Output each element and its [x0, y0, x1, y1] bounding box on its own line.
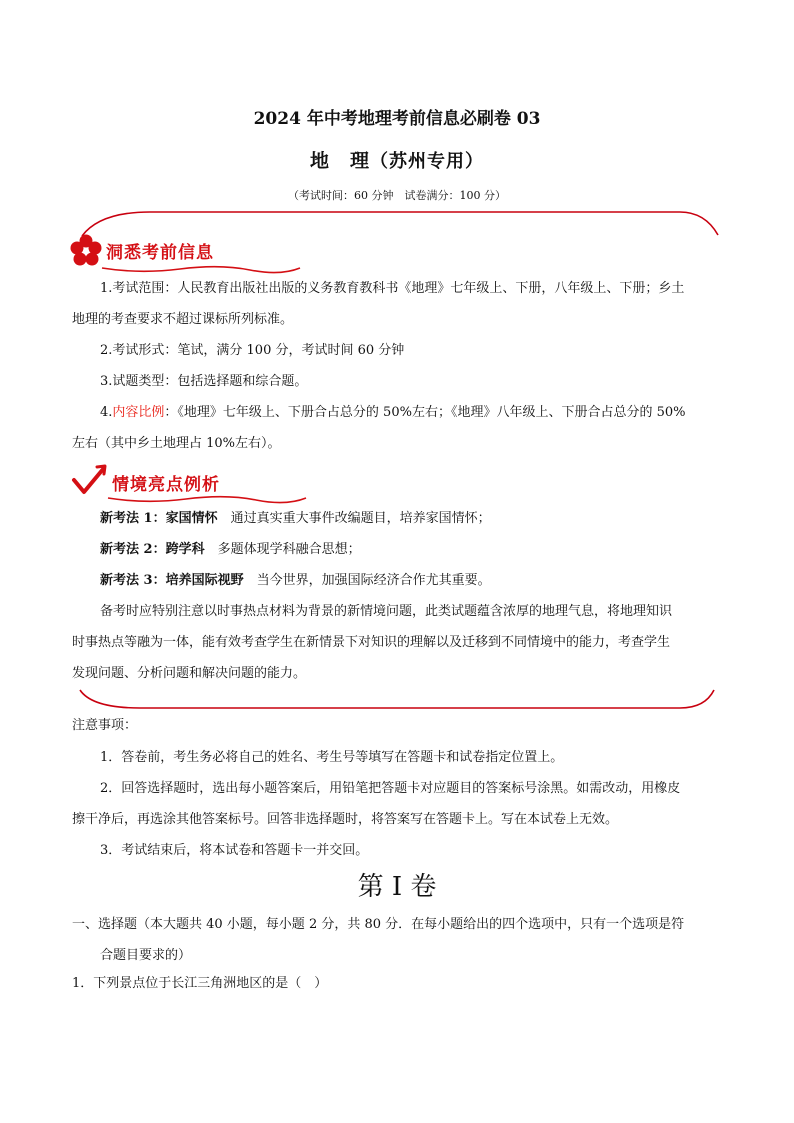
- info-item-1-line1: 1.考试范围：人民教育出版社出版的义务教育教科书《地理》七年级上、下册，八年级上、下册；乡土: [100, 281, 685, 296]
- question-1: 1．下列景点位于长江三角洲地区的是（ ）: [72, 976, 328, 991]
- new-method-2: [100, 535, 361, 565]
- new-method-1-label: 新考法 1：: [100, 511, 166, 526]
- info-item-4: [100, 398, 685, 428]
- info-item-1: [100, 274, 684, 304]
- note-2-line1: 2．回答选择题时，选出每小题答案后，用铅笔把答题卡对应题目的答案标号涂黑。如需改动，用橡皮: [100, 781, 681, 796]
- flower-icon: [68, 232, 104, 268]
- info-item-2: 2.考试形式：笔试，满分 100 分，考试时间 60 分钟: [100, 343, 405, 358]
- new-method-1: [100, 504, 491, 534]
- new-method-2-label: 新考法 2：: [100, 542, 166, 557]
- check-arrow-icon: [70, 462, 110, 498]
- info-item-4-line2: 左右（其中乡土地理占 10%左右）。: [72, 436, 281, 451]
- subject-name: 地 理: [309, 150, 370, 172]
- edition-label: （苏州专用）: [370, 151, 484, 172]
- prep-para-line3: 发现问题、分析问题和解决问题的能力。: [72, 666, 307, 681]
- notes-heading: 注意事项：: [72, 718, 138, 733]
- page-subtitle: [0, 146, 794, 173]
- new-method-3-key: 培养国际视野: [165, 573, 244, 588]
- info-item-4-highlight: 内容比例: [112, 405, 165, 420]
- section-instructions-line2: 合题目要求的）: [100, 948, 192, 963]
- new-method-1-text: 通过真实重大事件改编题目，培养家国情怀；: [217, 511, 491, 526]
- note-3: 3．考试结束后，将本试卷和答题卡一并交回。: [100, 843, 369, 858]
- info-item-4-text: ：《地理》七年级上、下册合占总分的 50%左右；《地理》八年级上、下册合占总分的 50%: [164, 405, 686, 420]
- prep-para-line2: 时事热点等融为一体，能有效考查学生在新情景下对知识的理解以及迁移到不同情境中的能力，考查学生: [72, 635, 671, 650]
- info-item-3: 3.试题类型：包括选择题和综合题。: [100, 374, 308, 389]
- note-2-line2: 擦干净后，再选涂其他答案标号。回答非选择题时，将答案写在答题卡上。写在本试卷上无效。: [72, 812, 619, 827]
- page-title: 2024 年中考地理考前信息必刷卷 03: [253, 109, 541, 129]
- banner-highlights: 情境亮点例析: [112, 475, 220, 495]
- info-item-4-prefix: 4.: [100, 405, 113, 420]
- new-method-1-key: 家国情怀: [165, 511, 218, 526]
- section-instructions-line1: 一、选择题（本大题共 40 小题，每小题 2 分，共 80 分．在每小题给出的四个选项中，只有一个选项是符: [72, 917, 685, 932]
- banner-exam-info: 洞悉考前信息: [106, 243, 214, 263]
- new-method-2-text: 多题体现学科融合思想；: [204, 542, 361, 557]
- new-method-3: [100, 566, 491, 596]
- exam-info: （考试时间：60 分钟 试卷满分：100 分）: [288, 189, 506, 202]
- section-title: 第 I 卷: [357, 872, 437, 902]
- new-method-3-label: 新考法 3：: [100, 573, 166, 588]
- note-1: 1．答卷前，考生务必将自己的姓名、考生号等填写在答题卡和试卷指定位置上。: [100, 750, 564, 765]
- prep-para-line1: 备考时应特别注意以时事热点材料为背景的新情境问题，此类试题蕴含浓厚的地理气息，将地理知识: [100, 604, 673, 619]
- new-method-2-key: 跨学科: [165, 542, 205, 557]
- info-item-1-line2: 地理的考查要求不超过课标所列标准。: [72, 312, 294, 327]
- new-method-3-text: 当今世界，加强国际经济合作尤其重要。: [243, 573, 491, 588]
